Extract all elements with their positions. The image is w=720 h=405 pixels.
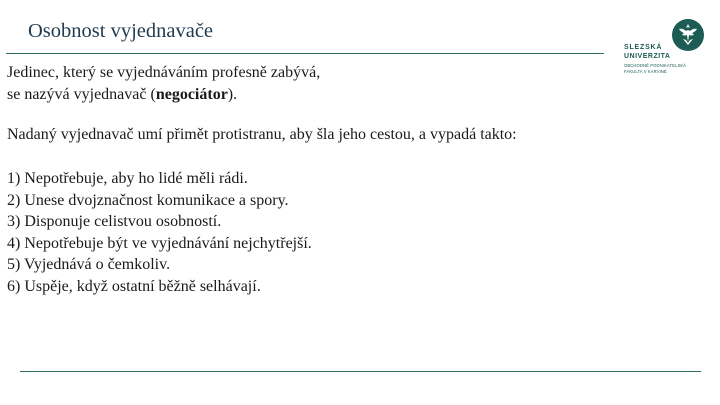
intro-line2 [7, 84, 320, 106]
intro-term-bold: negociátor [155, 85, 228, 103]
footer-divider [20, 371, 701, 372]
intro-line1: Jedinec, který se vyjednáváním profesně zabývá, [7, 64, 321, 81]
logo-subtitle-line1: OBCHODNĚ PODNIKATELSKÁ [624, 63, 687, 68]
university-logo [624, 16, 706, 76]
list-item: 4) Nepotřebuje být ve vyjednávání nejchytřejší. [7, 234, 312, 252]
intro-paragraph [7, 62, 320, 105]
list-item: 1) Nepotřebuje, aby ho lidé měli rádi. [7, 170, 248, 187]
traits-list [7, 168, 312, 297]
list-item: 6) Uspěje, když ostatní běžně selhávají. [7, 277, 261, 295]
logo-name-line1: SLEZSKÁ [624, 44, 663, 51]
intro-line2-before: se nazývá vyjednavač ( [7, 85, 156, 103]
slide-title: Osobnost vyjednavače [28, 20, 214, 42]
intro-line2-after: ). [227, 85, 238, 103]
list-item: 5) Vyjednává o čemkoliv. [7, 256, 171, 273]
university-emblem-icon [671, 18, 705, 52]
logo-name-line2: UNIVERZITA [624, 53, 671, 60]
lead-paragraph: Nadaný vyjednavač umí přimět protistranu, aby šla jeho cestou, a vypadá takto: [7, 126, 517, 143]
logo-subtitle-line2: FAKULTA V KARVINÉ [624, 69, 667, 74]
title-divider [6, 53, 604, 54]
list-item: 3) Disponuje celistvou osobností. [7, 213, 222, 230]
list-item: 2) Unese dvojznačnost komunikace a spory. [7, 191, 289, 209]
